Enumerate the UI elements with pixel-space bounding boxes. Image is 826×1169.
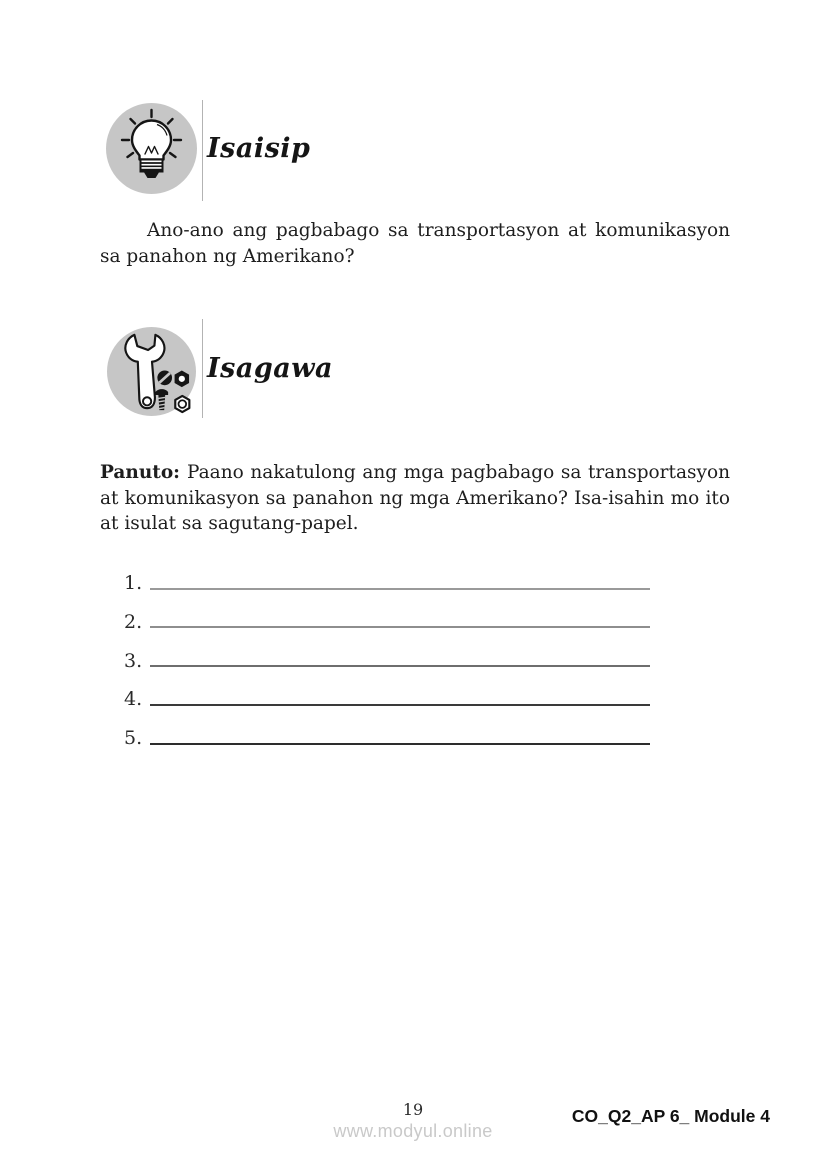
- watermark: www.modyul.online: [333, 1121, 493, 1141]
- panuto-text: Paano nakatulong ang mga pagbabago sa transportasyon at komunikasyon sa panahon ng mga Amerikano? Isa-isahin mo ito at isulat sa sagutang-papel.: [100, 462, 730, 534]
- panuto-label: Panuto:: [100, 462, 181, 483]
- answer-blank-list: [124, 570, 654, 764]
- page-number: 19: [402, 1100, 424, 1119]
- answer-line: [150, 626, 650, 628]
- module-code: CO_Q2_AP 6_ Module 4: [571, 1106, 770, 1126]
- section-divider: [202, 319, 203, 418]
- answer-line: [150, 743, 650, 745]
- blank-number: 5.: [124, 727, 143, 749]
- blank-number: 2.: [124, 610, 143, 633]
- answer-line: [150, 665, 650, 667]
- blank-number: 1.: [124, 572, 143, 594]
- answer-blank-row: [124, 609, 654, 648]
- answer-blank-row: [124, 648, 654, 687]
- panuto-instruction: [100, 460, 730, 537]
- blank-number: 3.: [124, 649, 143, 672]
- answer-blank-row: [124, 570, 654, 609]
- answer-blank-row: [124, 686, 654, 725]
- lightbulb-icon: [106, 103, 197, 194]
- answer-line: [150, 588, 650, 591]
- wrench-tools-icon: [107, 327, 196, 416]
- section-divider: [202, 100, 203, 201]
- blank-number: 4.: [124, 688, 143, 711]
- answer-blank-row: [124, 725, 654, 764]
- section-title-isaisip: Isaisip: [207, 133, 311, 164]
- answer-line: [150, 704, 650, 706]
- isaisip-question: Ano-ano ang pagbabago sa transportasyon at komunikasyon sa panahon ng Amerikano?: [100, 220, 730, 267]
- section-title-isagawa: Isagawa: [207, 353, 333, 384]
